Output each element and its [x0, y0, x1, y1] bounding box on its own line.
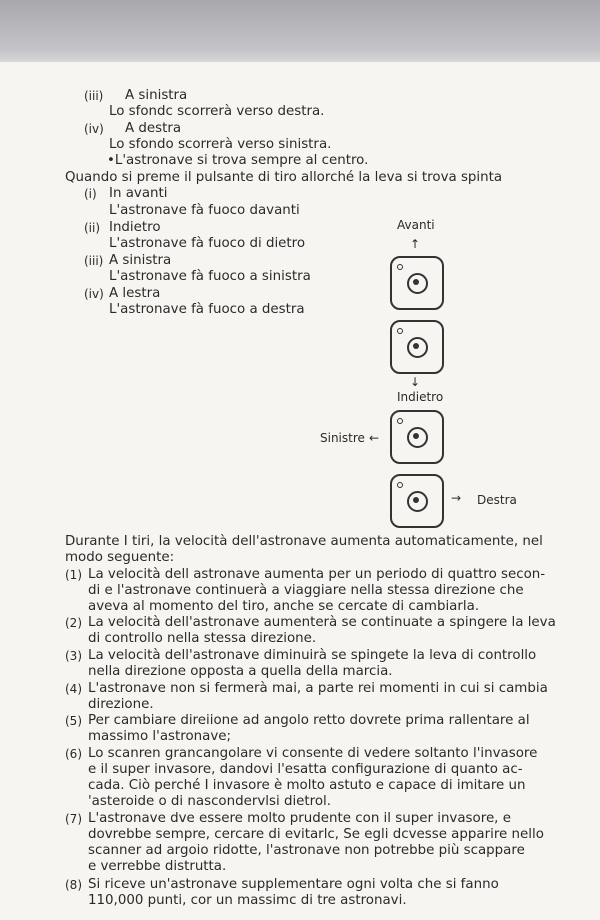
label-indietro: Indietro	[397, 390, 444, 404]
page-top-band	[0, 0, 600, 62]
rule-1-line: La velocità dell astronave aumenta per un periodo di quattro secon-	[88, 567, 546, 582]
rule-3-line: La velocità dell'astronave diminuirà se spingete la leva di controllo	[88, 648, 537, 663]
rule-7-line: e verrebbe distrutta.	[88, 859, 227, 874]
label-sinistre: Sinistre	[320, 431, 365, 445]
fire-iii-number: (iii)	[84, 254, 104, 268]
speed-intro-line-2: modo seguente:	[65, 550, 175, 565]
rule-7-line: scanner ad argoio ridotte, l'astronave non potrebbe più scappare	[88, 843, 525, 858]
rule-4-line: L'astronave non si fermerà mai, a parte rei momenti in cui si cambia	[88, 681, 548, 696]
rule-7-line: dovrebbe sempre, cercare di evitarlc, Se egli dcvesse apparire nello	[88, 827, 544, 842]
rule-2-number: (2)	[65, 616, 82, 630]
speed-intro-line-1: Durante I tiri, la velocità dell'astronave aumenta automaticamente, nel	[65, 534, 543, 549]
rule-8-line: Si riceve un'astronave supplementare ogni volta che si fanno	[88, 877, 499, 892]
dir-iv-label: A destra	[125, 121, 182, 136]
arrow-right-icon: →	[451, 491, 462, 505]
center-note: •L'astronave si trova sempre al centro.	[107, 153, 369, 168]
rule-8-line: 110,000 punti, cor un massimc di tre astronavi.	[88, 893, 407, 908]
arrow-left-icon: ←	[369, 431, 380, 445]
joystick-icon-backward	[390, 320, 444, 374]
fire-iii-label: A sinistra	[109, 253, 172, 268]
arrow-down-icon: ↓	[410, 375, 421, 389]
rule-4-line: direzione.	[88, 697, 154, 712]
arrow-up-icon: ↑	[410, 237, 421, 251]
rule-6-line: e il super invasore, dandovi l'esatta configurazione di quanto ac-	[88, 762, 523, 777]
label-avanti: Avanti	[397, 218, 435, 232]
fire-i-number: (i)	[84, 187, 97, 201]
rule-1-line: di e l'astronave continuerà a viaggiare nella stessa direzione che	[88, 583, 524, 598]
dir-iii-number: (iii)	[84, 89, 104, 103]
fire-ii-number: (ii)	[84, 221, 101, 235]
rule-7-line: L'astronave dve essere molto prudente con il super invasore, e	[88, 811, 511, 826]
fire-iv-label: A lestra	[109, 286, 161, 301]
rule-5-line: Per cambiare direiione ad angolo retto dovrete prima rallentare al	[88, 713, 530, 728]
fire-iv-desc: L'astronave fà fuoco a destra	[109, 302, 305, 317]
fire-i-label: In avanti	[109, 186, 168, 201]
rule-5-number: (5)	[65, 714, 82, 728]
rule-3-line: nella direzione opposta a quella della marcia.	[88, 664, 393, 679]
dir-iv-number: (iv)	[84, 122, 104, 136]
dir-iv-desc: Lo sfondo scorrerà verso sinistra.	[109, 137, 332, 152]
dir-iii-desc: Lo sfondc scorrerà verso destra.	[109, 104, 325, 119]
rule-6-line: Lo scanren grancangolare vi consente di vedere soltanto l'invasore	[88, 746, 538, 761]
joystick-icon-left	[390, 410, 444, 464]
label-destra: Destra	[477, 493, 517, 507]
rule-1-line: aveva al momento del tiro, anche se cercate di cambiarla.	[88, 599, 480, 614]
rule-2-line: La velocità dell'astronave aumenterà se continuate a spingere la leva	[88, 615, 556, 630]
rule-4-number: (4)	[65, 682, 82, 696]
rule-3-number: (3)	[65, 649, 82, 663]
fire-ii-label: Indietro	[109, 220, 161, 235]
joystick-icon-right	[390, 474, 444, 528]
rule-6-number: (6)	[65, 747, 82, 761]
rule-5-line: massimo l'astronave;	[88, 729, 232, 744]
dir-iii-label: A sinistra	[125, 88, 188, 103]
fire-ii-desc: L'astronave fà fuoco di dietro	[109, 236, 306, 251]
fire-iv-number: (iv)	[84, 287, 104, 301]
rule-6-line: cada. Ciò perché I invasore è molto astuto e capace di imitare un	[88, 778, 526, 793]
rule-1-number: (1)	[65, 568, 82, 582]
fire-i-desc: L'astronave fà fuoco davanti	[109, 203, 300, 218]
rule-2-line: di controllo nella stessa direzione.	[88, 631, 317, 646]
fire-intro: Quando si preme il pulsante di tiro allorché la leva si trova spinta	[65, 170, 503, 185]
rule-6-line: 'asteroide o di nascondervlsi dietrol.	[88, 794, 332, 809]
rule-7-number: (7)	[65, 812, 82, 826]
rule-8-number: (8)	[65, 878, 82, 892]
joystick-icon-forward	[390, 256, 444, 310]
fire-iii-desc: L'astronave fà fuoco a sinistra	[109, 269, 311, 284]
